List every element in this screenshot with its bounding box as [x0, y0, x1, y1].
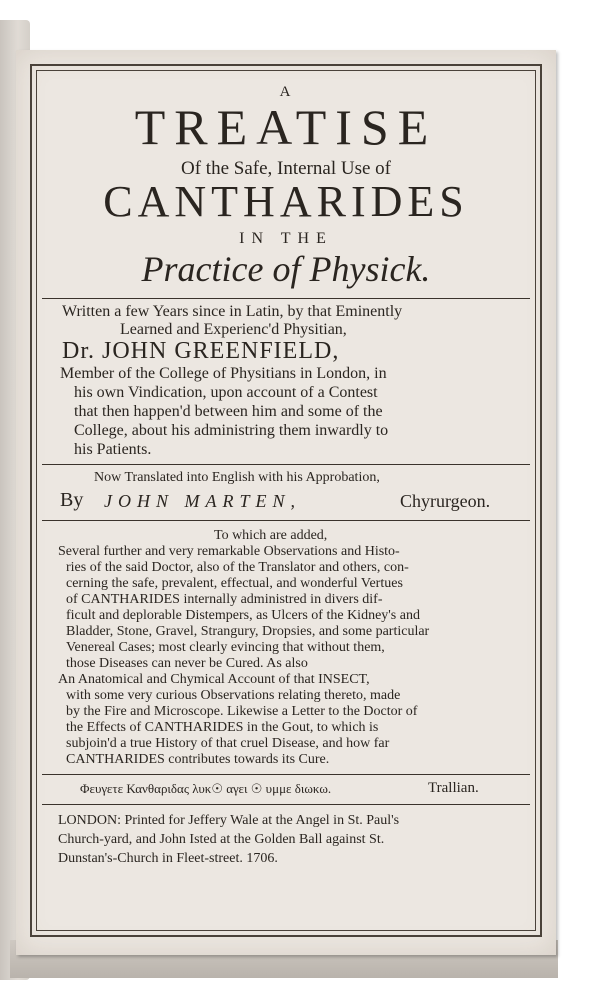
added-line: of CANTHARIDES internally administred in divers dif- [66, 592, 383, 607]
title-treatise: TREATISE [134, 99, 438, 155]
added-line: by the Fire and Microscope. Likewise a Letter to the Doctor of [66, 704, 418, 719]
added-line: An Anatomical and Chymical Account of that INSECT, [58, 672, 370, 687]
added-line: ries of the said Doctor, also of the Translator and others, con- [66, 560, 409, 575]
title-subtitle: Of the Safe, Internal Use of [181, 158, 391, 179]
added-line: the Effects of CANTHARIDES in the Gout, to which is [66, 720, 379, 735]
rule-1 [42, 298, 530, 299]
translator-by: By [60, 489, 84, 511]
added-line: subjoin'd a true History of that cruel Disease, and how far [66, 736, 390, 751]
author-name: Dr. JOHN GREENFIELD, [62, 338, 340, 364]
translator-name: JOHN MARTEN, [104, 491, 301, 511]
title-page [16, 50, 556, 955]
title-article: A [279, 84, 293, 100]
author-line: Learned and Experienc'd Physitian, [120, 321, 347, 338]
rule-4 [42, 774, 530, 775]
translator-role: Chyrurgeon. [400, 491, 491, 511]
greek-motto: Φευγετε Κανθαριδας λυκ☉ αγει ☉ υμμε διωκω. [80, 781, 332, 796]
author-line: Member of the College of Physitians in London, in [60, 365, 387, 382]
author-line: that then happen'd between him and some of the [74, 403, 383, 420]
added-line: cerning the safe, prevalent, effectual, and wonderful Vertues [66, 576, 403, 591]
title-cantharides: CANTHARIDES [103, 177, 469, 226]
author-line: his own Vindication, upon account of a Contest [74, 384, 378, 401]
rule-2 [42, 464, 530, 465]
author-line: Written a few Years since in Latin, by that Eminently [62, 303, 403, 320]
added-line: with some very curious Observations relating thereto, made [66, 688, 401, 703]
motto-source: Trallian. [428, 780, 479, 796]
added-line: ficult and deplorable Distempers, as Ulcers of the Kidney's and [66, 608, 420, 623]
imprint-line: Dunstan's-Church in Fleet-street. 1706. [58, 851, 278, 866]
added-heading: To which are added, [214, 528, 328, 543]
imprint-line: LONDON: Printed for Jeffery Wale at the Angel in St. Paul's [58, 813, 400, 828]
author-line: College, about his administring them inwardly to [74, 422, 389, 439]
translator-line: Now Translated into English with his Approbation, [94, 470, 380, 485]
author-line: his Patients. [74, 441, 152, 458]
added-line: Venereal Cases; most clearly evincing that without them, [66, 640, 385, 655]
rule-3 [42, 520, 530, 521]
imprint-line: Church-yard, and John Isted at the Golden Ball against St. [58, 832, 385, 847]
added-line: Several further and very remarkable Observations and Histo- [58, 544, 400, 559]
title-in-the: IN THE [239, 230, 333, 247]
added-line: CANTHARIDES contributes towards its Cure. [66, 752, 330, 767]
added-line: Bladder, Stone, Gravel, Strangury, Dropsies, and some particular [66, 624, 430, 639]
title-practice: Practice of Physick. [141, 249, 431, 289]
rule-5 [42, 804, 530, 805]
added-line: those Diseases can never be Cured. As also [66, 656, 308, 671]
